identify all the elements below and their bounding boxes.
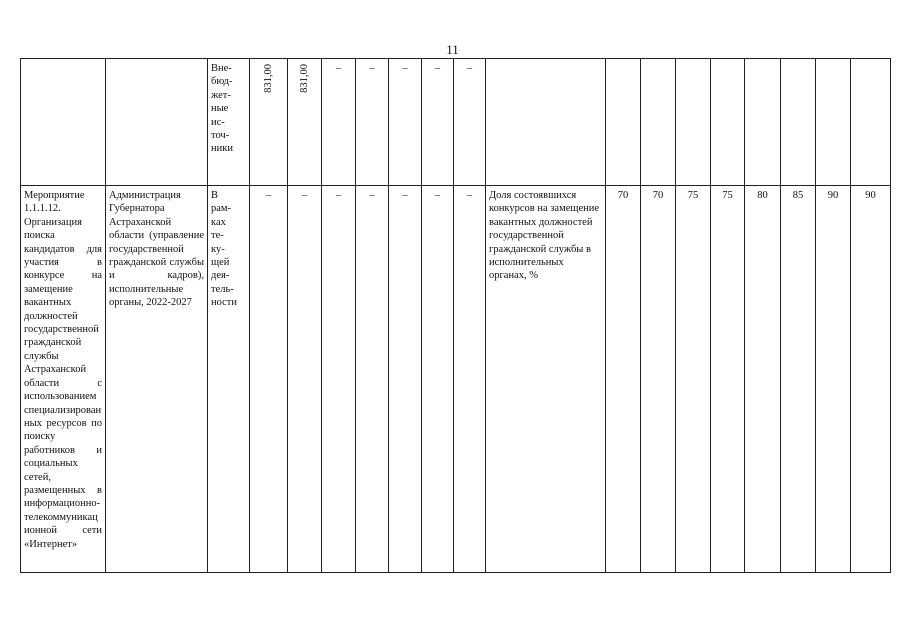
dash-cell: – (454, 186, 486, 573)
indicator-value: 70 (606, 186, 641, 573)
value-cell (816, 59, 851, 186)
indicator-value: 85 (781, 186, 816, 573)
indicator-value: 90 (816, 186, 851, 573)
value-cell (711, 59, 745, 186)
value-cell (745, 59, 781, 186)
page-number: 11 (446, 42, 459, 57)
value-cell (851, 59, 891, 186)
dash-cell: – (356, 59, 389, 186)
indicator-value: 75 (676, 186, 711, 573)
dash-cell: – (288, 186, 322, 573)
dash-cell: – (422, 59, 454, 186)
activity-description: Мероприятие 1.1.1.12. Организация поиска кандидатов для участия в конкурсе на замещение вакантных должностей государственной гражданской службы Астраханской области с использованием специализированных ресурсов по поиску работников и социальных сетей, размещенных в информационно-телекоммуникационной сети «Интернет» (21, 186, 106, 573)
value-cell (606, 59, 641, 186)
funding-source-cell: Вне- бюд- жет- ные ис- точ- ники (208, 59, 250, 186)
table-row (21, 186, 891, 573)
indicator-description: Доля состоявшихся конкурсов на замещение вакантных должностей государственной гражданской службы в исполнительных органах, % (486, 186, 606, 573)
executor-description: Администрация Губернатора Астраханской области (управление государственной гражданской службы и кадров), исполнительные органы, 2022-2027 (106, 186, 208, 573)
amount-value: 831,00 (298, 64, 310, 93)
amount-cell (250, 59, 288, 186)
dash-cell: – (389, 59, 422, 186)
executor-cell (106, 59, 208, 186)
indicator-cell (486, 59, 606, 186)
value-cell (676, 59, 711, 186)
dash-cell: – (389, 186, 422, 573)
indicator-value: 70 (641, 186, 676, 573)
dash-cell: – (356, 186, 389, 573)
dash-cell: – (454, 59, 486, 186)
dash-cell: – (250, 186, 288, 573)
dash-cell: – (422, 186, 454, 573)
value-cell (781, 59, 816, 186)
funding-source-cell: В рам- ках те- ку- щей дея- тель- ности (208, 186, 250, 573)
indicator-value: 80 (745, 186, 781, 573)
indicator-value: 75 (711, 186, 745, 573)
program-table (20, 58, 891, 573)
amount-value: 831,00 (262, 64, 274, 93)
amount-cell (288, 59, 322, 186)
dash-cell: – (322, 59, 356, 186)
value-cell (641, 59, 676, 186)
indicator-value: 90 (851, 186, 891, 573)
dash-cell: – (322, 186, 356, 573)
table-row (21, 59, 891, 186)
activity-cell (21, 59, 106, 186)
